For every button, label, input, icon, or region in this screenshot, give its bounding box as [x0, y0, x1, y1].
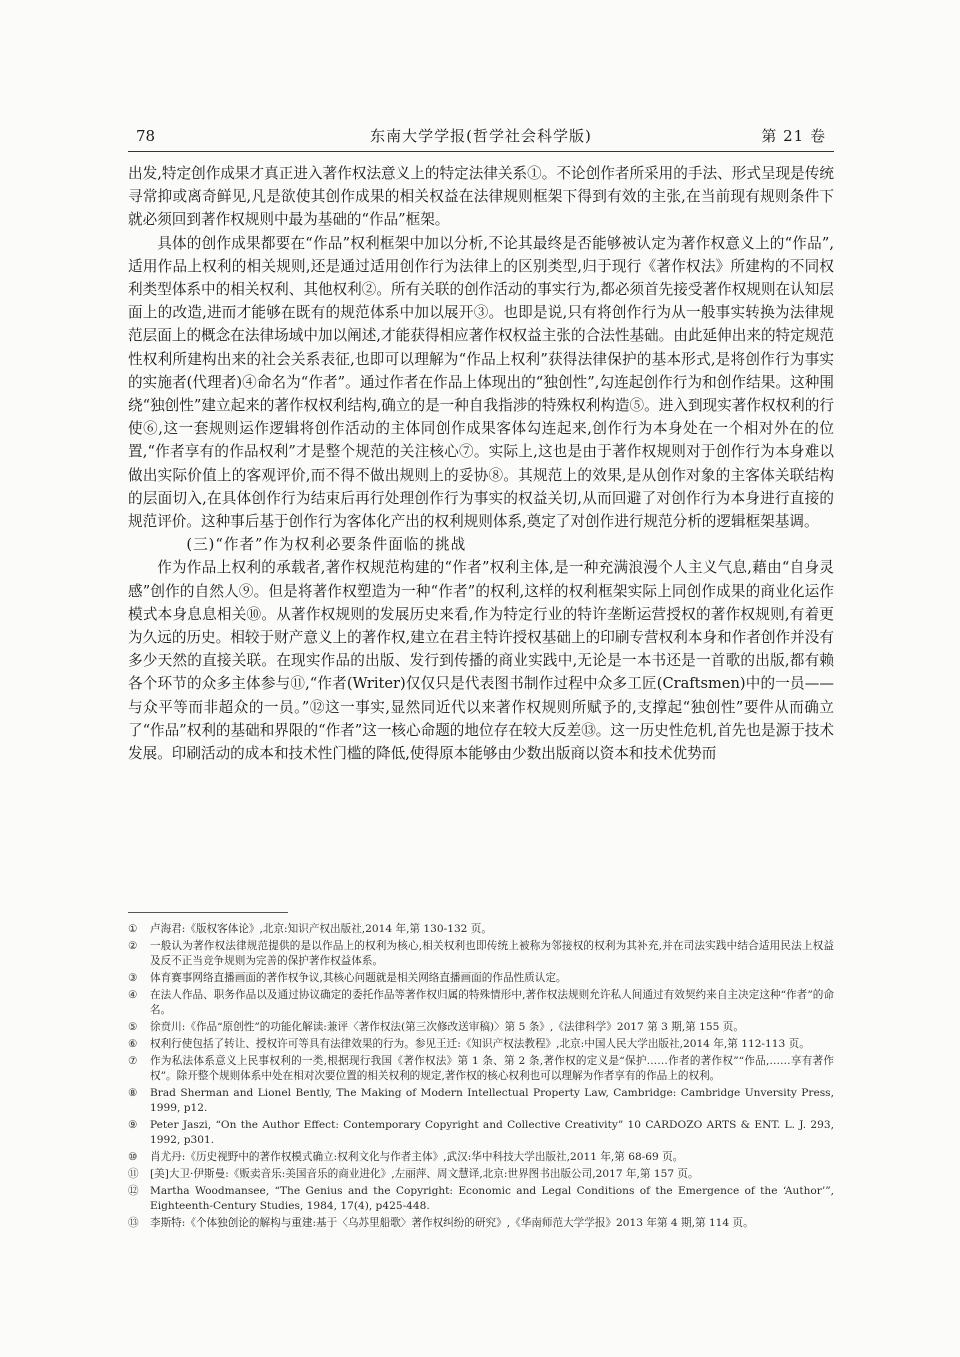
body-paragraph: 具体的创作成果都要在“作品”权利框架中加以分析,不论其最终是否能够被认定为著作权意义上的“作品”,适用作品上权利的相关规则,还是通过适用创作行为法律上的区别类型,归于现行《著作权法》所建构的不同权利类型体系中的相关权利、其他权利②。所有关联的创作活动的事实行为,都必须首先接受著作权规则在认知层面上的改造,进而才能够在既有的规范体系中加以展开③。也即是说,只有将创作行为从一般事实转换为法律规范层面上的概念在法律场域中加以阐述,才能获得相应著作权权益主张的合法性基础。由此延伸出来的特定规范性权利所建构出来的社会关系表征,也即可以理解为“作品上权利”获得法律保护的基本形式,是将创作行为事实的实施者(代理者)④命名为“作者”。通过作者在作品上体现出的“独创性”,勾连起创作行为和创作结果。这种围绕“独创性”建立起来的著作权权利结构,确立的是一种自我指涉的特殊权利构造⑤。进入到现实著作权权利的行使⑥,这一套规则运作逻辑将创作活动的主体同创作成果客体勾连起来,创作行为本身处在一个相对外在的位置,“作者享有的作品权利”才是整个规范的关注核心⑦。实际上,这也是由于著作权规则对于创作行为本身难以做出实际价值上的客观评价,而不得不做出规则上的妥协⑧。其规范上的效果,是从创作对象的主客体关联结构的层面切入,在具体创作行为结束后再行处理创作行为事实的权益关切,从而回避了对创作行为本身进行直接的规范评价。这种事后基于创作行为客体化产出的权利规则体系,奠定了对创作进行规范分析的逻辑框架基调。 [128, 234, 834, 531]
footnote-number: ⑬ [128, 1217, 139, 1229]
footnote [128, 1150, 834, 1165]
footnote [128, 1216, 834, 1231]
footnotes [128, 922, 834, 1233]
footnote-number: ⑩ [128, 1151, 138, 1163]
section-subheading: (三)“作者”作为权利必要条件面临的挑战 [186, 536, 467, 554]
footnote-text: [美]大卫·伊斯曼:《贩卖音乐:美国音乐的商业进化》,左丽萍、周文慧译,北京:世界图书出版公司,2017 年,第 157 页。 [150, 1168, 699, 1180]
footnote [128, 1037, 834, 1052]
footnote-number: ⑪ [128, 1168, 139, 1180]
footnote [128, 1167, 834, 1182]
footnote [128, 1020, 834, 1035]
footnote [128, 939, 834, 969]
volume-label: 第 21 卷 [761, 127, 826, 145]
footnote-text: 一般认为著作权法律规范提供的是以作品上的权利为核心,相关权利也即传统上被称为邻接权的权利为其补充,并在司法实践中结合适用民法上权益及反不正当竞争规则为完善的保护著作权益体系。 [150, 940, 834, 967]
footnote-text: Brad Sherman and Lionel Bently, The Making of Modern Intellectual Property Law, Cambridge: Cambridge Unversity Press, 1999, p12. [150, 1087, 834, 1114]
footnote-text: 肖尤丹:《历史视野中的著作权模式确立:权利文化与作者主体》,武汉:华中科技大学出版社,2011 年,第 68-69 页。 [150, 1151, 684, 1163]
article-body [128, 162, 834, 765]
footnote [128, 922, 834, 937]
footnote-text: 徐贲川:《作品“原创性”的功能化解读:兼评〈著作权法(第三次修改送审稿)〉第 5 条》,《法律科学》2017 第 3 期,第 155 页。 [150, 1021, 744, 1033]
footnote-number: ③ [128, 972, 138, 984]
footnote [128, 1118, 834, 1148]
footnote-number: ⑦ [128, 1055, 138, 1067]
footnote-number: ② [128, 940, 138, 952]
footnote-number: ⑧ [128, 1087, 138, 1099]
footnote-number: ⑨ [128, 1119, 138, 1131]
footnote-number: ① [128, 923, 138, 935]
footnote [128, 971, 834, 986]
footnote-text: 卢海君:《版权客体论》,北京:知识产权出版社,2014 年,第 130-132 页。 [150, 923, 492, 935]
body-paragraph: 出发,特定创作成果才真正进入著作权法意义上的特定法律关系①。不论创作者所采用的手法、形式呈现是传统寻常抑或离奇鲜见,凡是欲使其创作成果的相关权益在法律规则框架下得到有效的主张,在当前现有规则条件下就必须回到著作权规则中最为基础的“作品”框架。 [128, 165, 834, 229]
footnote-number: ⑤ [128, 1021, 138, 1033]
body-paragraph: 作为作品上权利的承载者,著作权规范构建的“作者”权利主体,是一种充满浪漫个人主义气息,藉由“自身灵感”创作的自然人⑨。但是将著作权塑造为一种“作者”的权利,这样的权利框架实际上同创作成果的商业化运作模式本身息息相关⑩。从著作权规则的发展历史来看,作为特定行业的特许垄断运营授权的著作权规则,有着更为久远的历史。相较于财产意义上的著作权,建立在君主特许授权基础上的印刷专营权利本身和作者创作并没有多少天然的直接关联。在现实作品的出版、发行到传播的商业实践中,无论是一本书还是一首歌的出版,都有赖各个环节的众多主体参与⑪,“作者(Writer)仅仅只是代表图书制作过程中众多工匠(Craftsmen)中的一员——与众平等而非超众的一员。”⑫这一事实,显然同近代以来著作权规则所赋予的,支撑起“独创性”要件从而确立了“作品”权利的基础和界限的“作者”这一核心命题的地位存在较大反差⑬。这一历史性危机,首先也是源于技术发展。印刷活动的成本和技术性门槛的降低,使得原本能够由少数出版商以资本和技术优势而 [128, 559, 834, 763]
journal-title: 东南大学学报(哲学社会科学版) [370, 127, 592, 145]
footnote [128, 1086, 834, 1116]
footnote-text: 李斯特:《个体独创论的解构与重建:基于〈乌苏里船歌〉著作权纠纷的研究》,《华南师范大学学报》2013 年第 4 期,第 114 页。 [150, 1217, 754, 1229]
footnote-number: ⑫ [128, 1185, 139, 1197]
footnote [128, 1054, 834, 1084]
header-rule [128, 151, 834, 152]
footnote-separator [128, 912, 288, 913]
footnote [128, 988, 834, 1018]
footnote-text: Peter Jaszi, “On the Author Effect: Contemporary Copyright and Collective Creativity” 10 CARDOZO ARTS & ENT. L. J. 293, 1992, p301. [150, 1119, 834, 1146]
running-header [136, 124, 826, 148]
page-number: 78 [136, 127, 156, 145]
footnote-text: 作为私法体系意义上民事权利的一类,根据现行我国《著作权法》第 1 条、第 2 条,著作权的定义是“保护……作者的著作权”“作品,……享有著作权”。除开整个规则体系中处在相对次要位置的相关权利的规定,著作权的核心权利也可以理解为作者享有的作品上的权利。 [150, 1055, 834, 1082]
footnote-text: 权利行使包括了转让、授权许可等具有法律效果的行为。参见王迁:《知识产权法教程》,北京:中国人民大学出版社,2014 年,第 112-113 页。 [150, 1038, 810, 1050]
footnote-text: 在法人作品、职务作品以及通过协议确定的委托作品等著作权归属的特殊情形中,著作权法规则允许私人间通过有效契约来自主决定这种“作者”的命名。 [150, 989, 834, 1016]
footnote-number: ④ [128, 989, 138, 1001]
footnote-text: 体育赛事网络直播画面的著作权争议,其核心问题就是相关网络直播画面的作品性质认定。 [150, 972, 567, 984]
footnote-text: Martha Woodmansee, “The Genius and the Copyright: Economic and Legal Conditions of the Emergence of the ‘Author’”, Eighteenth-Century Studies, 1984, 17(4), p425-448. [150, 1185, 834, 1212]
footnote-number: ⑥ [128, 1038, 138, 1050]
footnote [128, 1184, 834, 1214]
